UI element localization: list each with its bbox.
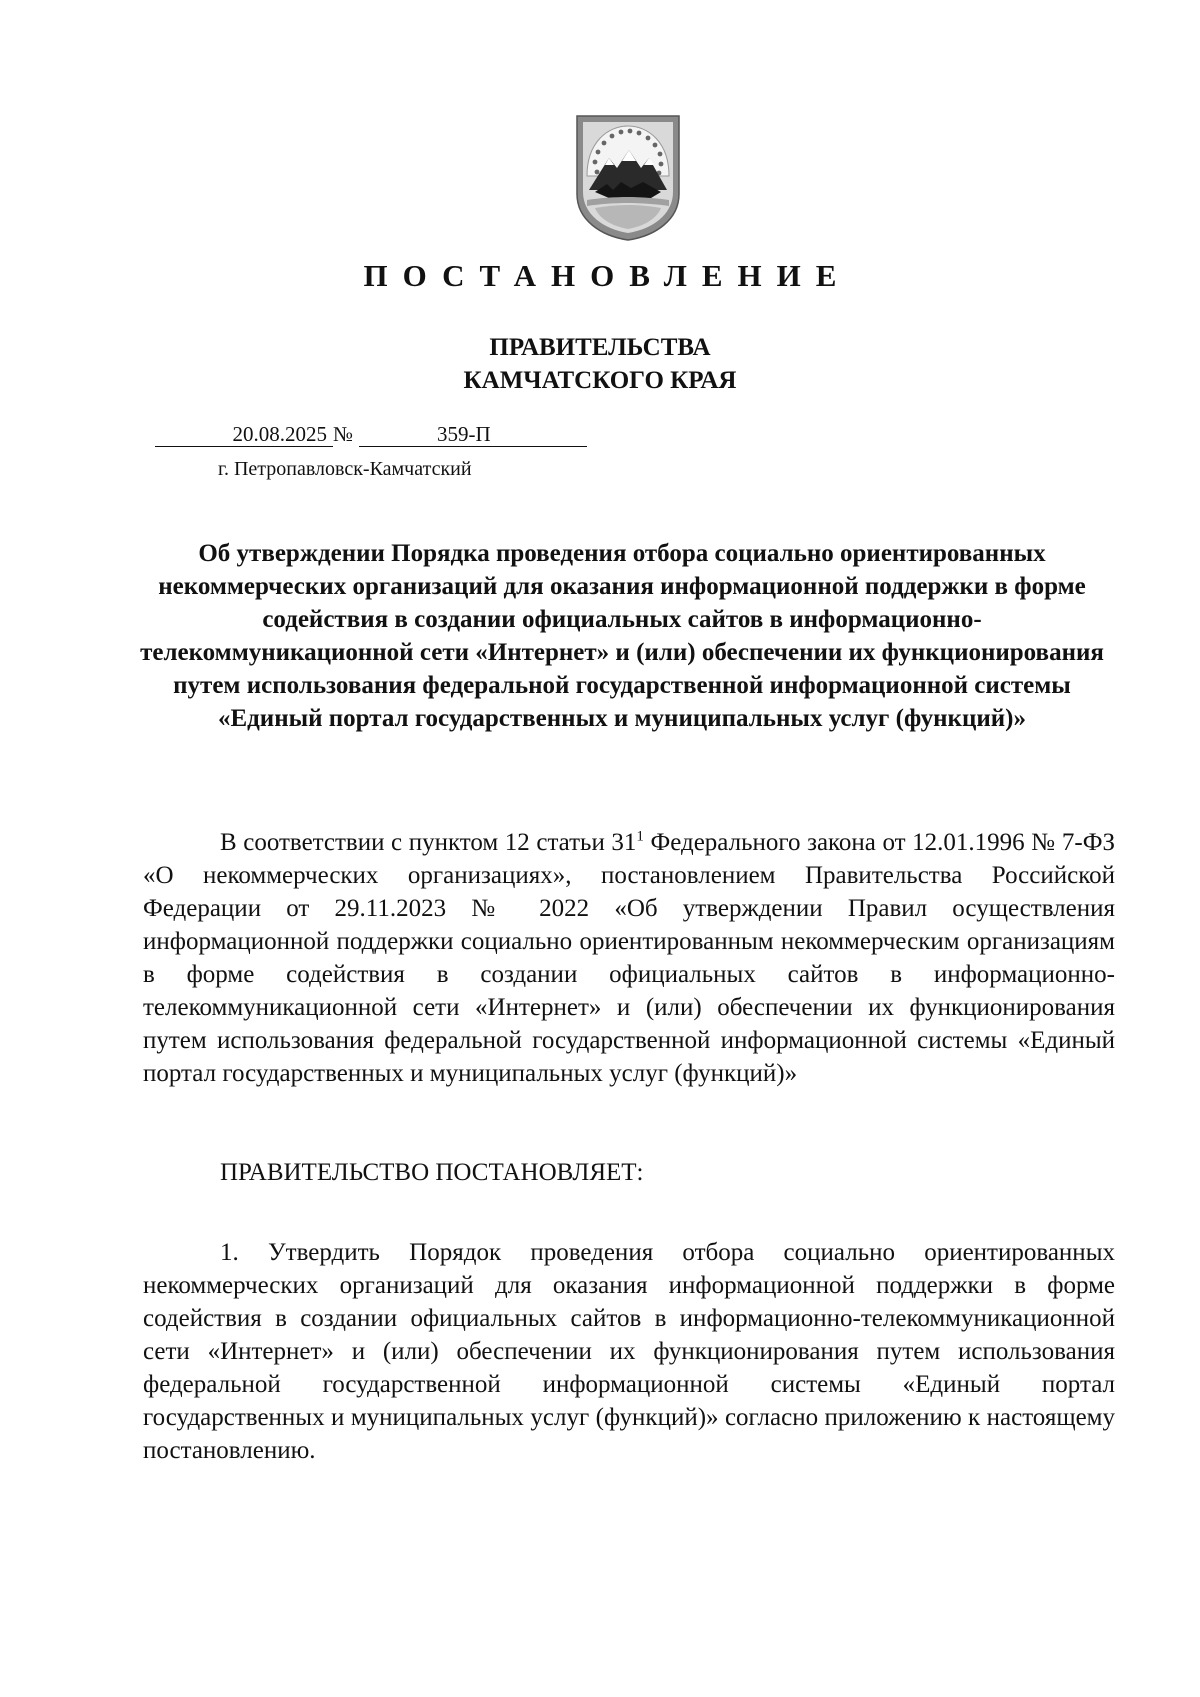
intro-superscript: 1 [636, 828, 644, 845]
document-date: 20.08.2025 [155, 422, 333, 447]
document-type-heading: ПОСТАНОВЛЕНИЕ [363, 258, 852, 293]
issuer-line-2: КАМЧАТСКОГО КРАЯ [463, 367, 737, 394]
issuer-line-1: ПРАВИТЕЛЬСТВА [489, 334, 711, 361]
intro-paragraph [143, 826, 1115, 1090]
document-title: Об утверждении Порядка проведения отбора социально ориентированных некоммерческих организаций для оказания информационной поддержки в форме содействия в создании официальных сайтов в информационно-телекоммуникационной сети «Интернет» и (или) обеспечении их функционирования путем использования федеральной государственной информационной системы «Единый портал государственных и муниципальных услуг (функций)» [140, 540, 1104, 732]
document-city: г. Петропавловск-Камчатский [218, 458, 472, 480]
intro-text-end: Федерального закона от 12.01.1996 № 7-ФЗ «О некоммерческих организациях», постановлением Правительства Российской Федерации от 29.11.2023 № 2022 «Об утверждении Правил осуществления информационной поддержки социально ориентированным некоммерческим организациям в форме содействия в создании официальных сайтов в информационно-телекоммуникационной сети «Интернет» и (или) обеспечении их функционирования путем использования федеральной государственной информационной системы «Единый портал государственных и муниципальных услуг (функций)» [143, 829, 1115, 1087]
issuer-heading [0, 331, 1200, 397]
decree-statement: ПРАВИТЕЛЬСТВО ПОСТАНОВЛЯЕТ: [220, 1159, 644, 1186]
intro-text-start: В соответствии с пунктом 12 статьи 31 [220, 829, 637, 856]
number-sign: № [333, 422, 354, 446]
document-number: 359-П [359, 422, 587, 447]
kamchatka-coat-of-arms-icon [573, 112, 683, 242]
item-1-paragraph: 1. Утвердить Порядок проведения отбора социально ориентированных некоммерческих организаций для оказания информационной поддержки в форме содействия в создании официальных сайтов в информационно-телекоммуникационной сети «Интернет» и (или) обеспечении их функционирования путем использования федеральной государственной информационной системы «Единый портал государственных и муниципальных услуг (функций)» согласно приложению к настоящему постановлению. [143, 1239, 1115, 1464]
